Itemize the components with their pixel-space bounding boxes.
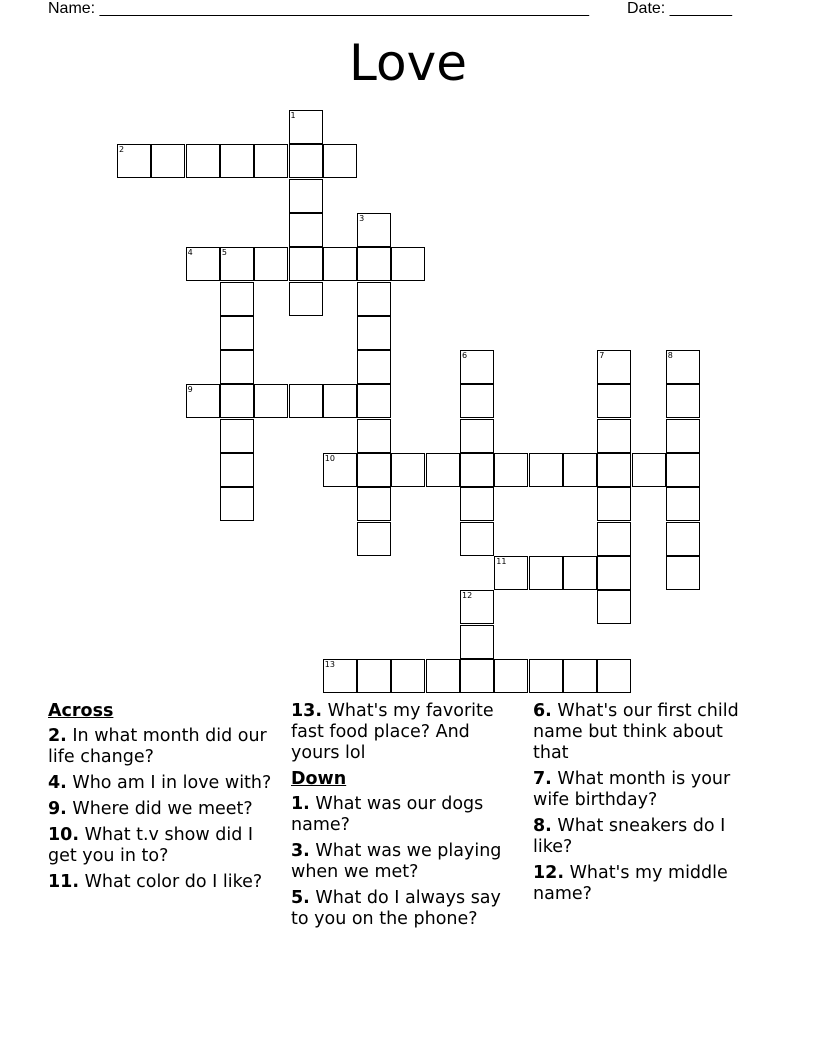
clue-number: 6.	[533, 701, 552, 721]
grid-cell[interactable]	[220, 316, 254, 350]
grid-cell[interactable]	[220, 487, 254, 521]
grid-cell[interactable]	[220, 350, 254, 384]
grid-cell[interactable]	[357, 247, 391, 281]
grid-cell[interactable]	[460, 590, 494, 624]
name-field-label: Name: _______________________________________________________	[48, 0, 589, 17]
grid-cell[interactable]	[563, 453, 597, 487]
clue-text: What was our dogs name?	[291, 794, 484, 835]
clue-across-10	[48, 825, 273, 867]
grid-cell[interactable]	[289, 282, 323, 316]
grid-cell[interactable]	[220, 384, 254, 418]
clue-number: 7.	[533, 769, 552, 789]
cell-number: 9	[187, 385, 193, 395]
clue-down-5	[291, 888, 516, 930]
grid-cell[interactable]	[357, 659, 391, 693]
grid-cell[interactable]	[666, 384, 700, 418]
grid-cell[interactable]	[391, 453, 425, 487]
clue-text: What's our first child name but think about that	[533, 701, 739, 763]
clue-down-8	[533, 816, 763, 858]
grid-cell[interactable]	[597, 350, 631, 384]
grid-cell[interactable]	[632, 453, 666, 487]
cell-number: 7	[599, 351, 605, 361]
grid-cell[interactable]	[529, 556, 563, 590]
clue-down-1	[291, 794, 516, 836]
clue-down-12	[533, 863, 763, 905]
grid-cell[interactable]	[220, 453, 254, 487]
cell-number: 5	[221, 248, 227, 258]
grid-cell[interactable]	[666, 556, 700, 590]
clue-number: 13.	[291, 701, 323, 721]
grid-cell[interactable]	[597, 590, 631, 624]
clue-text: What's my middle name?	[533, 863, 728, 904]
grid-cell[interactable]	[460, 350, 494, 384]
grid-cell[interactable]	[460, 453, 494, 487]
crossword-grid	[117, 110, 699, 692]
cell-number: 3	[359, 213, 365, 223]
clue-number: 9.	[48, 799, 67, 819]
cell-number: 11	[496, 556, 507, 566]
grid-cell[interactable]	[117, 144, 151, 178]
grid-cell[interactable]	[563, 556, 597, 590]
grid-cell[interactable]	[529, 659, 563, 693]
grid-cell[interactable]	[597, 384, 631, 418]
clue-text: Who am I in love with?	[66, 773, 272, 793]
grid-cell[interactable]	[357, 350, 391, 384]
grid-cell[interactable]	[597, 487, 631, 521]
clue-across-9	[48, 799, 273, 820]
clue-number: 12.	[533, 863, 565, 883]
grid-cell[interactable]	[357, 487, 391, 521]
grid-cell[interactable]	[563, 659, 597, 693]
grid-cell[interactable]	[220, 419, 254, 453]
grid-cell[interactable]	[597, 522, 631, 556]
grid-cell[interactable]	[323, 144, 357, 178]
grid-cell[interactable]	[186, 144, 220, 178]
cell-number: 6	[462, 351, 468, 361]
grid-cell[interactable]	[460, 384, 494, 418]
cell-number: 8	[667, 351, 673, 361]
grid-cell[interactable]	[597, 659, 631, 693]
grid-cell[interactable]	[529, 453, 563, 487]
cell-number: 1	[290, 111, 296, 120]
clue-across-2	[48, 726, 273, 768]
clue-number: 5.	[291, 888, 310, 908]
grid-cell[interactable]	[254, 247, 288, 281]
grid-cell[interactable]	[460, 419, 494, 453]
clue-text: What was we playing when we met?	[291, 841, 502, 882]
clue-across-13	[291, 701, 516, 764]
grid-cell[interactable]	[357, 213, 391, 247]
grid-cell[interactable]	[151, 144, 185, 178]
grid-cell[interactable]	[494, 556, 528, 590]
clue-number: 10.	[48, 825, 80, 845]
clue-text: In what month did our life change?	[48, 726, 267, 767]
grid-cell[interactable]	[357, 419, 391, 453]
clue-column-2	[291, 701, 516, 935]
puzzle-title: Love	[349, 34, 467, 92]
clue-column-1	[48, 701, 273, 898]
grid-cell[interactable]	[357, 384, 391, 418]
clue-number: 1.	[291, 794, 310, 814]
grid-cell[interactable]	[460, 522, 494, 556]
grid-cell[interactable]	[460, 487, 494, 521]
grid-cell[interactable]	[289, 247, 323, 281]
grid-cell[interactable]	[460, 659, 494, 693]
grid-cell[interactable]	[494, 659, 528, 693]
grid-cell[interactable]	[391, 247, 425, 281]
grid-cell[interactable]	[357, 453, 391, 487]
clue-number: 11.	[48, 872, 80, 892]
clue-across-4	[48, 773, 273, 794]
clue-down-3	[291, 841, 516, 883]
grid-cell[interactable]	[666, 487, 700, 521]
grid-cell[interactable]	[666, 522, 700, 556]
clue-number: 8.	[533, 816, 552, 836]
clue-text: What t.v show did I get you in to?	[48, 825, 254, 866]
grid-cell[interactable]	[666, 350, 700, 384]
clue-down-6	[533, 701, 763, 764]
clue-down-7	[533, 769, 763, 811]
grid-cell[interactable]	[597, 556, 631, 590]
clue-text: What do I always say to you on the phone?	[291, 888, 501, 929]
grid-cell[interactable]	[357, 316, 391, 350]
grid-cell[interactable]	[494, 453, 528, 487]
grid-cell[interactable]	[460, 625, 494, 659]
clue-text: What color do I like?	[79, 872, 263, 892]
grid-cell[interactable]	[426, 659, 460, 693]
grid-cell[interactable]	[186, 384, 220, 418]
clue-column-3	[533, 701, 763, 910]
grid-cell[interactable]	[323, 659, 357, 693]
grid-cell[interactable]	[391, 659, 425, 693]
cell-number: 12	[462, 591, 473, 601]
grid-cell[interactable]	[597, 453, 631, 487]
grid-cell[interactable]	[186, 247, 220, 281]
grid-cell[interactable]	[254, 384, 288, 418]
grid-cell[interactable]	[289, 110, 323, 144]
across-heading: Across	[48, 701, 114, 721]
grid-cell[interactable]	[323, 453, 357, 487]
grid-cell[interactable]	[220, 247, 254, 281]
clue-text: Where did we meet?	[66, 799, 253, 819]
date-field-label: Date: _______	[627, 0, 732, 17]
grid-cell[interactable]	[666, 419, 700, 453]
cell-number: 10	[324, 454, 335, 463]
grid-cell[interactable]	[357, 282, 391, 316]
grid-cell[interactable]	[254, 144, 288, 178]
grid-cell[interactable]	[323, 384, 357, 418]
clue-text: What sneakers do I like?	[533, 816, 726, 857]
grid-cell[interactable]	[597, 419, 631, 453]
cell-number: 4	[187, 248, 193, 258]
clue-number: 3.	[291, 841, 310, 861]
grid-cell[interactable]	[289, 213, 323, 247]
grid-cell[interactable]	[289, 144, 323, 178]
clue-across-11	[48, 872, 273, 893]
grid-cell[interactable]	[220, 144, 254, 178]
cell-number: 2	[119, 145, 125, 155]
grid-cell[interactable]	[666, 453, 700, 487]
grid-cell[interactable]	[289, 179, 323, 213]
clue-number: 2.	[48, 726, 67, 746]
grid-cell[interactable]	[289, 384, 323, 418]
clue-text: What's my favorite fast food place? And yours lol	[291, 701, 494, 763]
grid-cell[interactable]	[426, 453, 460, 487]
clue-number: 4.	[48, 773, 67, 793]
grid-cell[interactable]	[357, 522, 391, 556]
down-heading: Down	[291, 769, 347, 789]
grid-cell[interactable]	[323, 247, 357, 281]
clue-text: What month is your wife birthday?	[533, 769, 731, 810]
grid-cell[interactable]	[220, 282, 254, 316]
cell-number: 13	[324, 659, 335, 669]
